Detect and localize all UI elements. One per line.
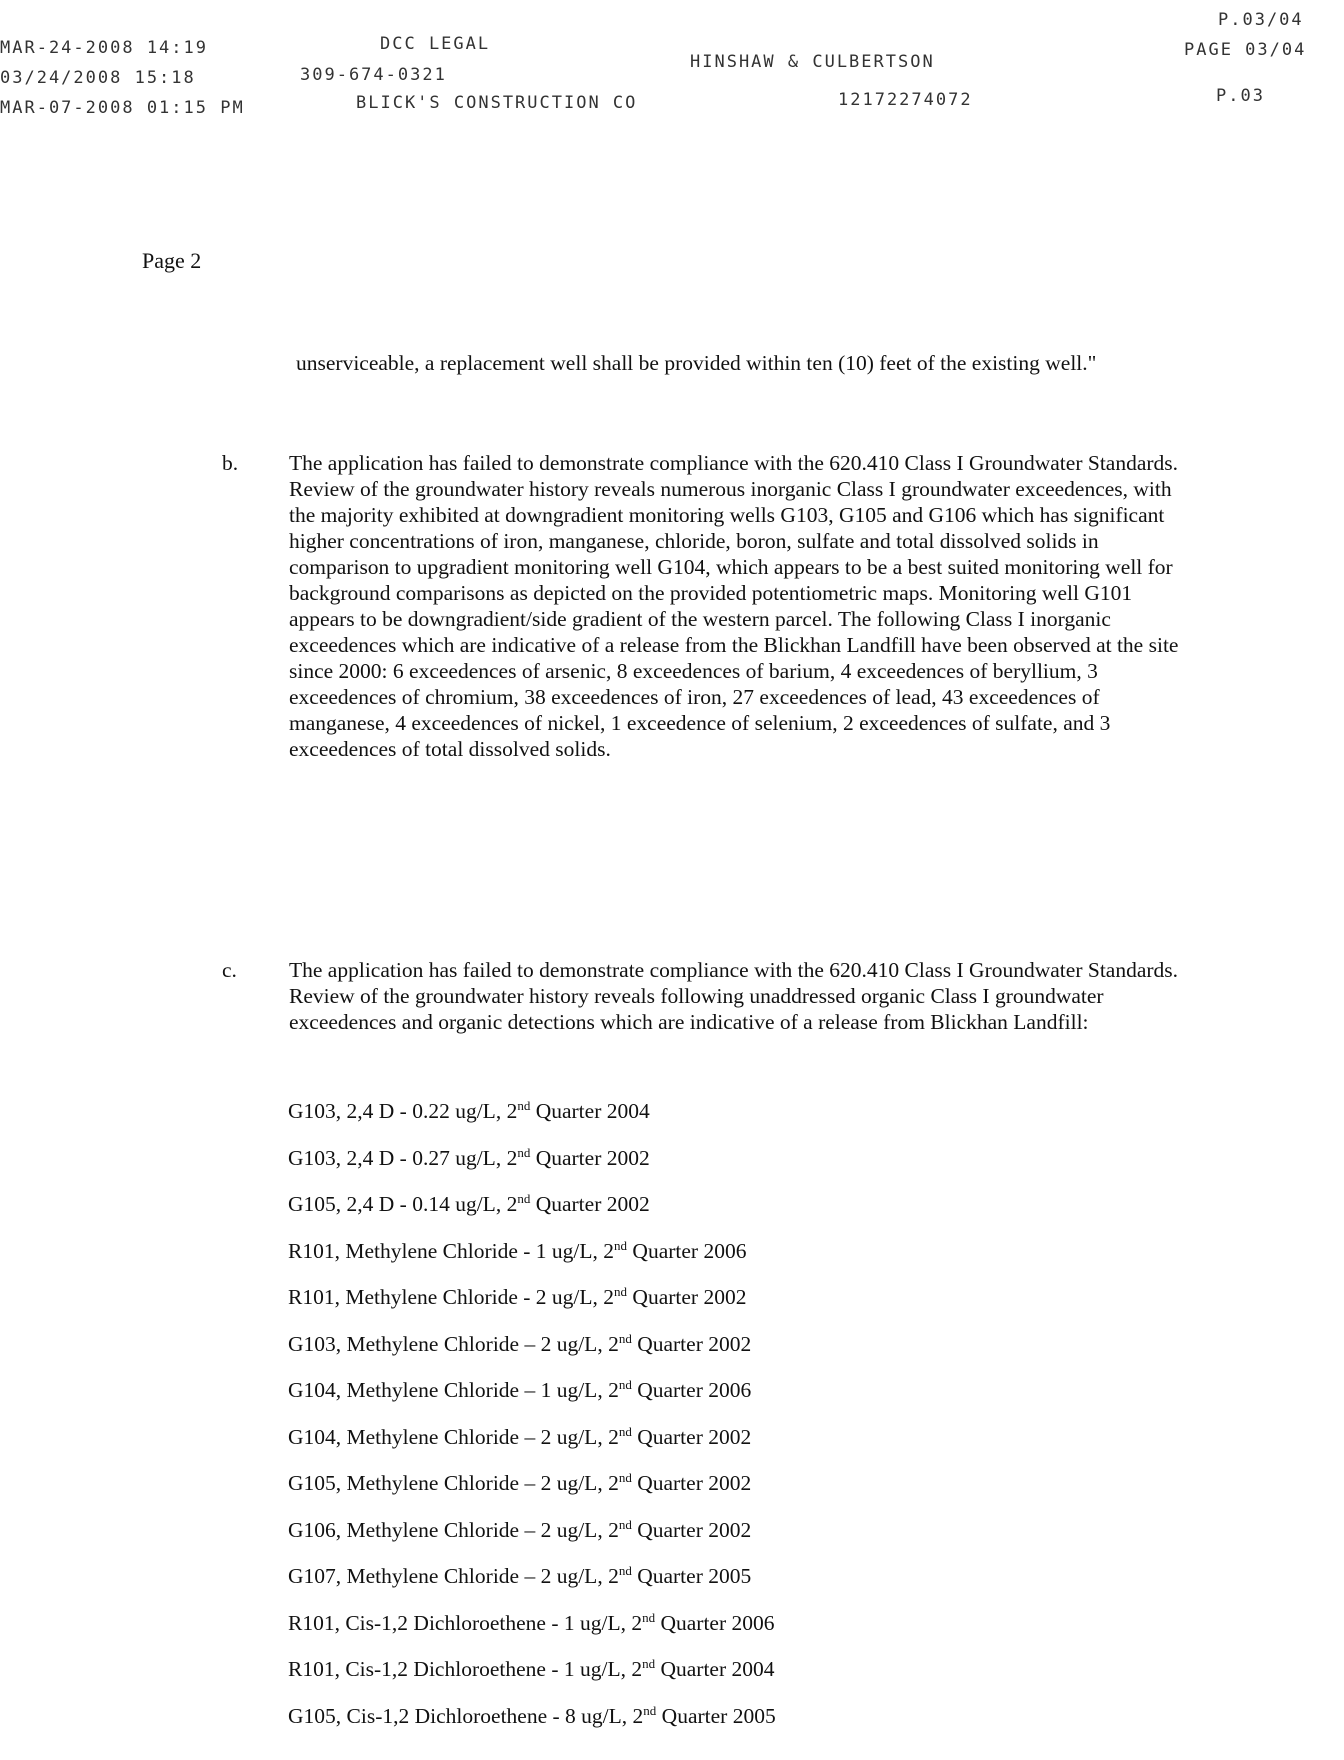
list-item (288, 1610, 988, 1657)
fax-header-page-short: P.03 (1216, 86, 1265, 106)
fax-header-sender: BLICK'S CONSTRUCTION CO (356, 93, 638, 113)
ordinal-suffix: nd (618, 1423, 632, 1439)
fax-header-page-count: PAGE 03/04 (1184, 40, 1307, 60)
fax-header-line3-left: MAR-07-2008 01:15 PM (0, 98, 245, 118)
list-item (288, 1098, 988, 1145)
detection-text: R101, Cis-1,2 Dichloroethene - 1 ug/L, 2 (288, 1610, 643, 1635)
item-b (222, 450, 1202, 762)
detection-text: G105, Cis-1,2 Dichloroethene - 8 ug/L, 2 (288, 1703, 644, 1728)
ordinal-suffix: nd (517, 1144, 531, 1160)
detection-quarter: Quarter 2002 (530, 1192, 650, 1216)
list-item (288, 1656, 988, 1703)
ordinal-suffix: nd (643, 1702, 657, 1718)
detection-text: G104, Methylene Chloride – 1 ug/L, 2 (288, 1378, 619, 1402)
list-item (288, 1517, 988, 1564)
list-item (288, 1238, 988, 1285)
detections-list (288, 1098, 988, 1749)
detection-text: G103, Methylene Chloride – 2 ug/L, 2 (288, 1331, 619, 1356)
list-item (288, 1470, 988, 1517)
list-item (288, 1331, 988, 1378)
page-label: Page 2 (142, 248, 202, 273)
item-c (222, 957, 1202, 1035)
list-item (288, 1377, 988, 1424)
detection-quarter: Quarter 2002 (631, 1331, 752, 1356)
continuation-paragraph: unserviceable, a replacement well shall be provided within ten (10) feet of the existing well." (296, 351, 1097, 375)
detection-text: G105, 2,4 D - 0.14 ug/L, 2 (288, 1192, 518, 1216)
detection-text: G104, Methylene Chloride – 2 ug/L, 2 (288, 1424, 619, 1449)
detection-text: G106, Methylene Chloride – 2 ug/L, 2 (288, 1517, 619, 1542)
item-text: The application has failed to demonstrate compliance with the 620.410 Class I Groundwater Standards. Review of the groundwater history reveals following unaddressed organic Class I groundwater exceedences and organic detections which are indicative of a release from Blickhan Landfill: (289, 958, 1179, 1034)
fax-header-firm: HINSHAW & CULBERTSON (690, 52, 935, 72)
detection-quarter: Quarter 2005 (631, 1564, 752, 1588)
detection-text: R101, Cis-1,2 Dichloroethene - 1 ug/L, 2 (288, 1657, 643, 1681)
ordinal-suffix: nd (618, 1377, 632, 1392)
item-marker: c. (222, 958, 237, 982)
list-item (288, 1145, 988, 1192)
fax-header-line1-left: MAR-24-2008 14:19 (0, 38, 208, 58)
detection-quarter: Quarter 2005 (656, 1703, 776, 1728)
detection-quarter: Quarter 2002 (530, 1145, 650, 1170)
ordinal-suffix: nd (517, 1098, 531, 1113)
detection-text: G103, 2,4 D - 0.22 ug/L, 2 (288, 1099, 518, 1123)
fax-header-line2-mid: 309-674-0321 (300, 65, 447, 85)
detection-quarter: Quarter 2006 (627, 1238, 747, 1263)
detection-quarter: Quarter 2002 (631, 1471, 752, 1495)
list-item (288, 1284, 988, 1331)
fax-header-number: 12172274072 (838, 90, 973, 110)
item-text: The application has failed to demonstrate compliance with the 620.410 Class I Groundwater Standards. Review of the groundwater history reveals numerous inorganic Class I groundwater exceedences, with the majority exhibited at downgradient monitoring wells G103, G105 and G106 which has significant higher concentrations of iron, manganese, chloride, boron, sulfate and total dissolved solids in comparison to upgradient monitoring well G104, which appears to be a best suited monitoring well for background comparisons as depicted on the provided potentiometric maps. Monitoring well G101 appears to be downgradient/side gradient of the western parcel. The following Class I inorganic exceedences which are indicative of a release from the Blickhan Landfill have been observed at the site since 2000: 6 exceedences of arsenic, 8 exceedences of barium, 4 exceedences of beryllium, 3 exceedences of chromium, 38 exceedences of iron, 27 exceedences of lead, 43 exceedences of manganese, 4 exceedences of nickel, 1 exceedence of selenium, 2 exceedences of sulfate, and 3 exceedences of total dissolved solids. (289, 451, 1179, 761)
detection-quarter: Quarter 2002 (631, 1517, 752, 1542)
ordinal-suffix: nd (614, 1237, 628, 1253)
detection-quarter: Quarter 2002 (627, 1285, 747, 1309)
detection-quarter: Quarter 2006 (655, 1610, 775, 1635)
list-item (288, 1563, 988, 1610)
fax-header-page-top: P.03/04 (1218, 10, 1304, 30)
ordinal-suffix: nd (642, 1609, 656, 1625)
list-item (288, 1703, 988, 1750)
detection-text: R101, Methylene Chloride - 1 ug/L, 2 (288, 1238, 615, 1263)
ordinal-suffix: nd (642, 1656, 656, 1671)
fax-header-line2-left: 03/24/2008 15:18 (0, 68, 196, 88)
ordinal-suffix: nd (618, 1516, 632, 1532)
detection-text: G107, Methylene Chloride – 2 ug/L, 2 (288, 1564, 619, 1588)
ordinal-suffix: nd (517, 1191, 531, 1206)
detection-text: G103, 2,4 D - 0.27 ug/L, 2 (288, 1145, 518, 1170)
detection-quarter: Quarter 2004 (530, 1099, 650, 1123)
ordinal-suffix: nd (618, 1330, 632, 1346)
detection-quarter: Quarter 2006 (631, 1378, 752, 1402)
detection-text: G105, Methylene Chloride – 2 ug/L, 2 (288, 1471, 619, 1495)
ordinal-suffix: nd (614, 1284, 628, 1299)
ordinal-suffix: nd (618, 1470, 632, 1485)
list-item (288, 1424, 988, 1471)
list-item (288, 1191, 988, 1238)
fax-header-line1-mid: DCC LEGAL (380, 34, 491, 54)
detection-text: R101, Methylene Chloride - 2 ug/L, 2 (288, 1285, 615, 1309)
ordinal-suffix: nd (618, 1563, 632, 1578)
detection-quarter: Quarter 2002 (631, 1424, 752, 1449)
detection-quarter: Quarter 2004 (655, 1657, 775, 1681)
item-marker: b. (222, 451, 239, 475)
